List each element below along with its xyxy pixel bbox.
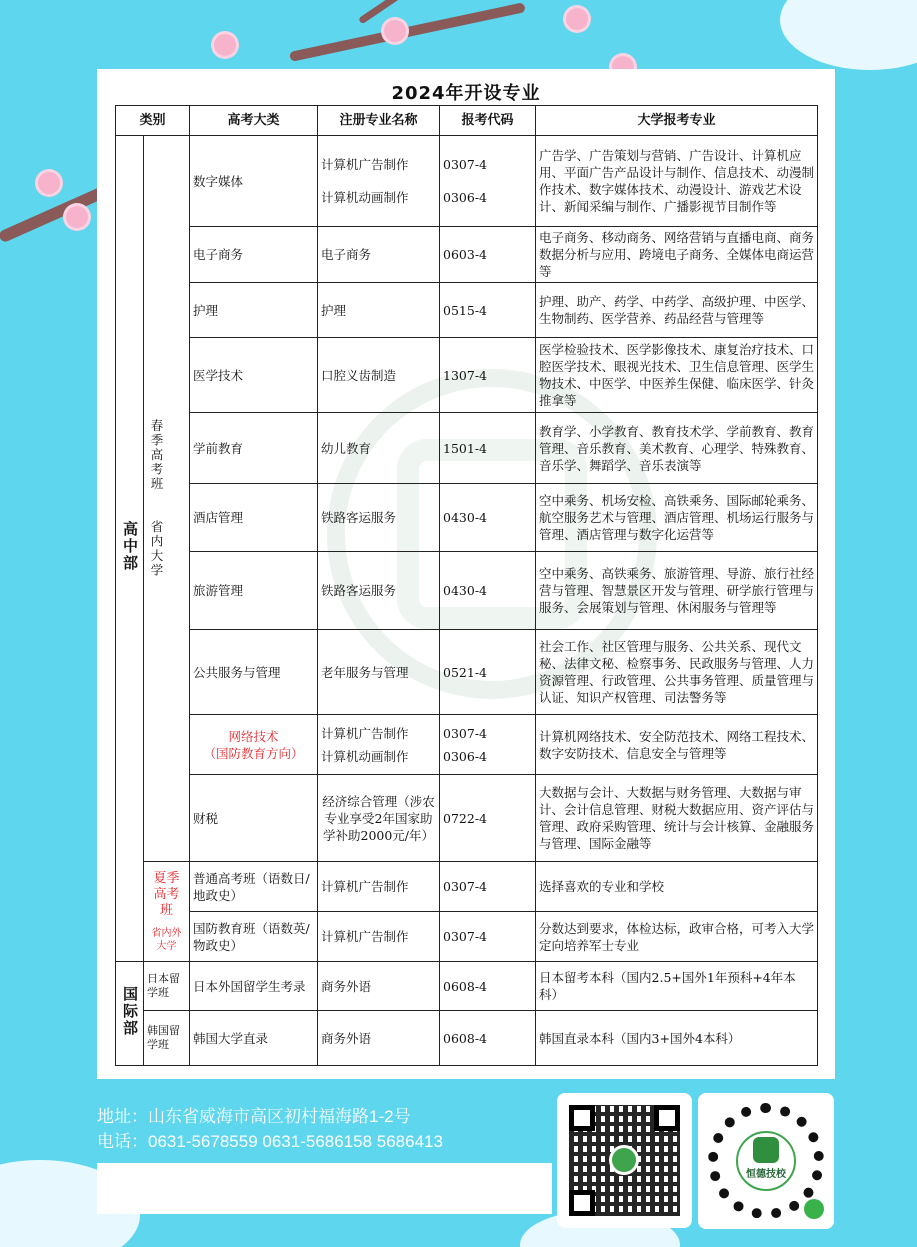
registered-major: 计算机广告制作 计算机动画制作 (318, 136, 440, 227)
university-majors: 广告学、广告策划与营销、广告设计、计算机应用、平面广告产品设计与制作、信息技术、动漫制作技术、数字媒体技术、动漫设计、游戏艺术设计、新闻采编与制作、广播影视节目制作等 (536, 136, 818, 227)
registered-major: 铁路客运服务 (318, 552, 440, 630)
schedule-sheet (97, 69, 835, 1079)
qr-finder-icon (569, 1105, 595, 1131)
university-majors: 空中乘务、机场安检、高铁乘务、国际邮轮乘务、航空服务艺术与管理、酒店管理、机场运行服务与管理、酒店管理与数字化运营等 (536, 484, 818, 552)
registered-major: 计算机广告制作 (318, 912, 440, 962)
group-korea: 韩国留学班 (144, 1011, 190, 1066)
exam-code: 0608-4 (440, 962, 536, 1011)
qr-finder-icon (654, 1105, 680, 1131)
mini-program-icon (804, 1199, 824, 1219)
table-row (116, 715, 818, 775)
table-row (116, 136, 818, 227)
blossom-icon (214, 34, 236, 56)
registered-major: 经济综合管理（涉农专业享受2年国家助学补助2000元/年） (318, 775, 440, 862)
registered-major: 商务外语 (318, 962, 440, 1011)
exam-code: 0608-4 (440, 1011, 536, 1066)
registered-major: 商务外语 (318, 1011, 440, 1066)
header-exam-category: 高考大类 (190, 106, 318, 136)
group-summer-exam: 夏季高考班 省内外大学 (144, 862, 190, 962)
exam-category: 公共服务与管理 (190, 630, 318, 715)
university-majors: 电子商务、移动商务、网络营销与直播电商、商务数据分析与应用、跨境电子商务、全媒体电商运营等 (536, 227, 818, 283)
exam-category: 学前教育 (190, 413, 318, 484)
footer-blank-box (97, 1163, 552, 1214)
table-row (116, 1011, 818, 1066)
exam-category: 网络技术 （国防教育方向） (190, 715, 318, 775)
wechat-qr-code[interactable] (557, 1093, 692, 1228)
exam-code: 0430-4 (440, 552, 536, 630)
table-row (116, 630, 818, 715)
contact-info (97, 1104, 443, 1154)
table-header-row (116, 106, 818, 136)
exam-category: 酒店管理 (190, 484, 318, 552)
header-category: 类别 (116, 106, 190, 136)
exam-code: 0307-4 (440, 912, 536, 962)
header-exam-code: 报考代码 (440, 106, 536, 136)
registered-major: 幼儿教育 (318, 413, 440, 484)
registered-major: 老年服务与管理 (318, 630, 440, 715)
exam-category: 财税 (190, 775, 318, 862)
exam-code: 0515-4 (440, 283, 536, 338)
page-title: 2024年开设专业 (391, 83, 541, 104)
header-university-major: 大学报考专业 (536, 106, 818, 136)
header-registered-major: 注册专业名称 (318, 106, 440, 136)
exam-code: 0307-4 0306-4 (440, 715, 536, 775)
group-spring-label: 春季高考班 (149, 419, 164, 492)
exam-code: 1307-4 (440, 338, 536, 413)
table-row (116, 338, 818, 413)
mini-program-code[interactable] (698, 1093, 834, 1229)
university-majors: 大数据与会计、大数据与财务管理、大数据与审计、会计信息管理、财税大数据应用、资产评估与管理、政府采购管理、统计与会计核算、金融服务与管理、国际金融等 (536, 775, 818, 862)
table-row (116, 552, 818, 630)
registered-major: 口腔义齿制造 (318, 338, 440, 413)
exam-category: 数字媒体 (190, 136, 318, 227)
university-majors: 计算机网络技术、安全防范技术、网络工程技术、数字安防技术、信息安全与管理等 (536, 715, 818, 775)
group-spring-sub: 省内大学 (149, 519, 164, 578)
exam-code: 0307-4 (440, 862, 536, 912)
exam-code: 0430-4 (440, 484, 536, 552)
blossom-icon (384, 20, 406, 42)
exam-category: 医学技术 (190, 338, 318, 413)
table-row (116, 962, 818, 1011)
university-majors: 社会工作、社区管理与服务、公共关系、现代文秘、法律文秘、检察事务、民政服务与管理、人力资源管理、行政管理、公共事务管理、质量管理与认证、知识产权管理、司法警务等 (536, 630, 818, 715)
table-row (116, 775, 818, 862)
university-majors: 日本留考本科（国内2.5+国外1年预科+4年本科） (536, 962, 818, 1011)
university-majors: 空中乘务、高铁乘务、旅游管理、导游、旅行社经营与管理、智慧景区开发与管理、研学旅行管理与服务、会展策划与管理、休闲服务与管理等 (536, 552, 818, 630)
table-row (116, 484, 818, 552)
group-japan: 日本留学班 (144, 962, 190, 1011)
table-row (116, 283, 818, 338)
majors-table (115, 105, 818, 1066)
exam-code: 0722-4 (440, 775, 536, 862)
university-majors: 选择喜欢的专业和学校 (536, 862, 818, 912)
group-spring-exam (144, 136, 190, 862)
registered-major: 铁路客运服务 (318, 484, 440, 552)
university-majors: 教育学、小学教育、教育技术学、学前教育、教育管理、音乐教育、美术教育、心理学、特殊教育、音乐学、舞蹈学、音乐表演等 (536, 413, 818, 484)
exam-category: 普通高考班（语数日/地政史） (190, 862, 318, 912)
exam-category: 韩国大学直录 (190, 1011, 318, 1066)
dept-international: 国际部 (116, 962, 144, 1066)
exam-category: 日本外国留学生考录 (190, 962, 318, 1011)
university-majors: 护理、助产、药学、中药学、高级护理、中医学、生物制药、医学营养、药品经营与管理等 (536, 283, 818, 338)
address-text: 地址：山东省威海市高区初村福海路1-2号 (97, 1107, 411, 1126)
exam-category: 电子商务 (190, 227, 318, 283)
table-row (116, 912, 818, 962)
school-logo-icon (753, 1137, 779, 1163)
university-majors: 韩国直录本科（国内3+国外4本科） (536, 1011, 818, 1066)
exam-code: 0307-4 0306-4 (440, 136, 536, 227)
dept-high-school: 高中部 (116, 136, 144, 962)
university-majors: 分数达到要求，体检达标，政审合格，可考入大学定向培养军士专业 (536, 912, 818, 962)
exam-category: 国防教育班（语数英/物政史） (190, 912, 318, 962)
exam-code: 0521-4 (440, 630, 536, 715)
exam-category: 护理 (190, 283, 318, 338)
cloud-decoration (780, 0, 917, 70)
university-majors: 医学检验技术、医学影像技术、康复治疗技术、口腔医学技术、眼视光技术、卫生信息管理、医学生物技术、中医学、中医养生保健、临床医学、针灸推拿等 (536, 338, 818, 413)
table-row (116, 862, 818, 912)
phone-text: 电话：0631-5678559 0631-5686158 5686413 (97, 1132, 443, 1151)
exam-code: 1501-4 (440, 413, 536, 484)
cherry-branch (289, 2, 526, 62)
registered-major: 电子商务 (318, 227, 440, 283)
school-logo-icon (609, 1145, 639, 1175)
mini-code-label: 恒德技校 (746, 1169, 786, 1180)
blossom-icon (566, 8, 588, 30)
registered-major: 护理 (318, 283, 440, 338)
registered-major: 计算机广告制作 (318, 862, 440, 912)
exam-category: 旅游管理 (190, 552, 318, 630)
blossom-icon (66, 206, 88, 228)
qr-finder-icon (569, 1190, 595, 1216)
exam-code: 0603-4 (440, 227, 536, 283)
table-row (116, 413, 818, 484)
registered-major: 计算机广告制作 计算机动画制作 (318, 715, 440, 775)
table-row (116, 227, 818, 283)
blossom-icon (38, 172, 60, 194)
